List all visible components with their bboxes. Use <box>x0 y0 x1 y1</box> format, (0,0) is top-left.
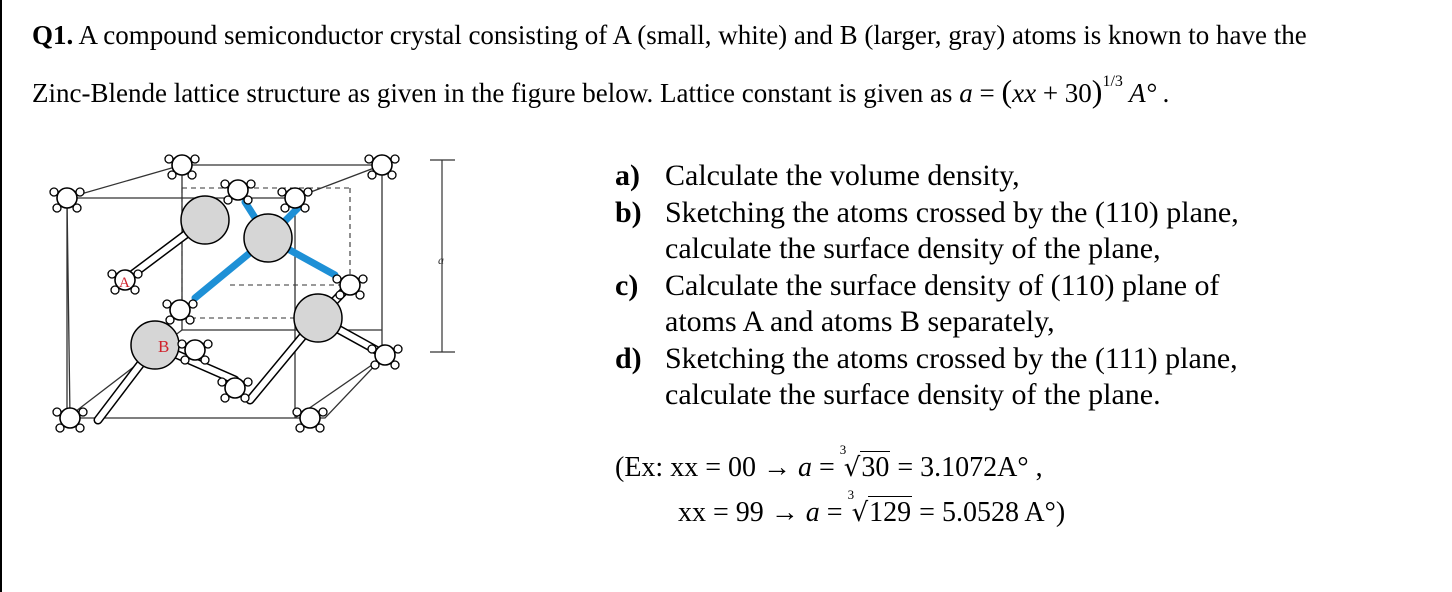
dimension-label: a <box>438 253 444 267</box>
atom-label-b: B <box>158 337 170 356</box>
question-line-1 <box>32 19 1307 51</box>
part-d: d) Sketching the atoms crossed by the (111) plane, calculate the surface density of the plane. <box>615 341 1238 411</box>
example-line-2: xx = 99 → a = 3 √129 = 5.0528 A°) <box>678 487 1066 528</box>
question-parts <box>615 158 1285 414</box>
question-text-1: A compound semiconductor crystal consisting of A (small, white) and B (larger, gray) atoms is known to have the <box>73 20 1307 50</box>
part-a: a) Calculate the volume density, <box>615 159 1020 192</box>
question-line-2 <box>32 72 1170 109</box>
left-border <box>0 0 2 592</box>
example-line-1: (Ex: xx = 00 → a = 3 √30 = 3.1072A° , <box>615 442 1043 483</box>
part-c: c) Calculate the surface density of (110) plane of atoms A and atoms B separately, <box>615 268 1220 338</box>
zinc-blende-figure <box>40 140 470 450</box>
part-b: b) Sketching the atoms crossed by the (110) plane, calculate the surface density of the plane, <box>615 195 1239 265</box>
question-text-2: Zinc-Blende lattice structure as given in the figure below. Lattice constant is given as <box>32 78 960 108</box>
question-number: Q1. <box>32 20 74 50</box>
lattice-constant-formula: a = (xx + 30)$^{1/3}$ A° . <box>959 73 1170 109</box>
atom-label-a: A <box>119 275 130 291</box>
